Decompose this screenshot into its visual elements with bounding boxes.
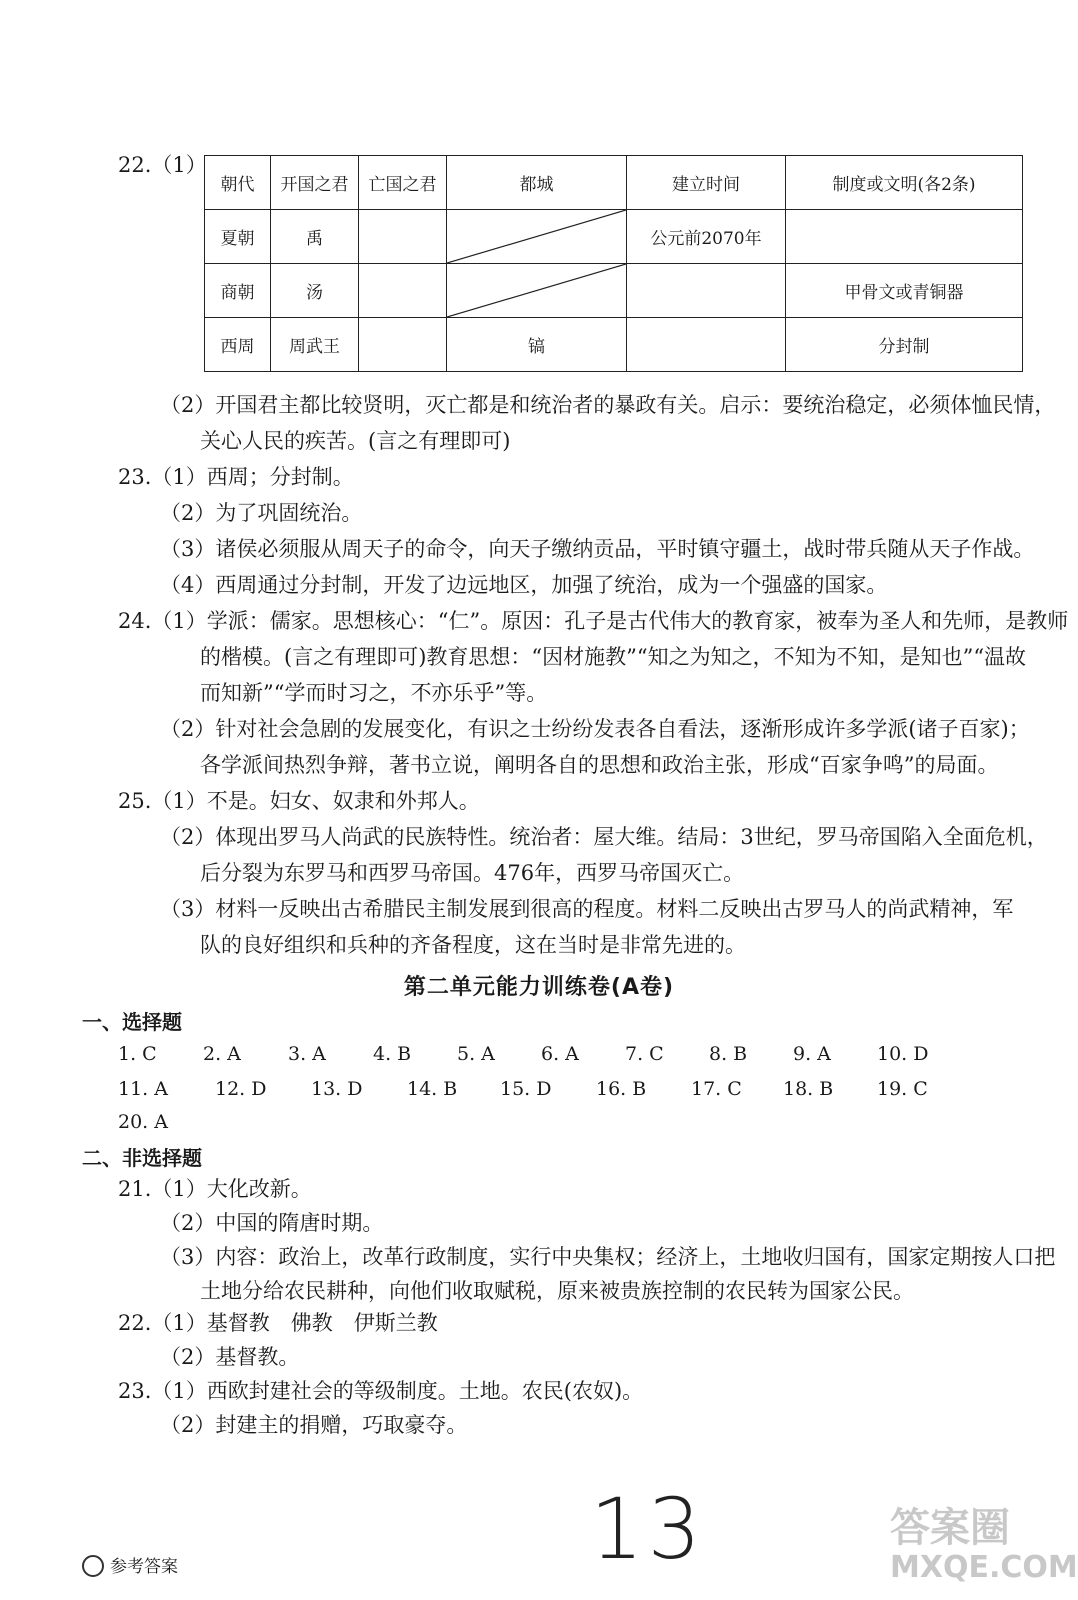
mc-answer: 6. A bbox=[541, 1043, 579, 1065]
table-row bbox=[205, 318, 1023, 372]
section-multiple-choice: 一、选择题 bbox=[82, 1010, 182, 1034]
q25-answer-3-line2: 队的良好组织和兵种的齐备程度，这在当时是非常先进的。 bbox=[200, 933, 746, 957]
table-cell: 周武王 bbox=[271, 318, 359, 372]
table-header: 亡国之君 bbox=[359, 156, 447, 210]
mc-answer: 3. A bbox=[288, 1043, 326, 1065]
table-cell bbox=[359, 264, 447, 318]
u2-q23-answer-1: 23.（1）西欧封建社会的等级制度。土地。农民(农奴)。 bbox=[118, 1379, 644, 1403]
table-cell: 甲骨文或青铜器 bbox=[786, 264, 1023, 318]
watermark-top: 答案圈 bbox=[890, 1505, 1010, 1551]
table-row bbox=[205, 210, 1023, 264]
mc-answer: 1. C bbox=[118, 1043, 157, 1065]
q22-label: 22.（1） bbox=[118, 153, 207, 177]
mc-answer: 15. D bbox=[500, 1078, 552, 1100]
q24-answer-1-line2: 的楷模。(言之有理即可)教育思想：“因材施教”“知之为知之，不知为不知，是知也”“温故 bbox=[200, 645, 1027, 669]
mc-answer: 18. B bbox=[783, 1078, 834, 1100]
mc-answer: 17. C bbox=[691, 1078, 742, 1100]
mc-answer: 13. D bbox=[311, 1078, 363, 1100]
table-cell: 禹 bbox=[271, 210, 359, 264]
u2-q22-answer-1: 22.（1）基督教 佛教 伊斯兰教 bbox=[118, 1311, 438, 1335]
table-cell bbox=[786, 210, 1023, 264]
table-cell: 商朝 bbox=[205, 264, 271, 318]
table-cell: 分封制 bbox=[786, 318, 1023, 372]
table-header: 建立时间 bbox=[627, 156, 786, 210]
mc-answer: 14. B bbox=[407, 1078, 458, 1100]
mc-answer: 19. C bbox=[877, 1078, 928, 1100]
q25-answer-1: 25.（1）不是。妇女、奴隶和外邦人。 bbox=[118, 789, 480, 813]
mc-answer: 20. A bbox=[118, 1111, 168, 1133]
table-cell: 西周 bbox=[205, 318, 271, 372]
dynasty-table bbox=[204, 155, 1023, 372]
mc-answer: 9. A bbox=[793, 1043, 831, 1065]
table-cell bbox=[359, 210, 447, 264]
table-cell-slashed bbox=[447, 264, 627, 318]
q24-answer-2-line1: （2）针对社会急剧的发展变化，有识之士纷纷发表各自看法，逐渐形成许多学派(诸子百家)； bbox=[160, 717, 1030, 741]
reference-answers-icon bbox=[82, 1555, 104, 1577]
q25-answer-2-line2: 后分裂为东罗马和西罗马帝国。476年，西罗马帝国灭亡。 bbox=[200, 861, 745, 885]
watermark-bottom: MXQE.COM bbox=[890, 1550, 1078, 1585]
u2-q21-answer-3-line1: （3）内容：政治上，改革行政制度，实行中央集权；经济上，土地收归国有，国家定期按人口把 bbox=[160, 1245, 1056, 1269]
mc-answer: 10. D bbox=[877, 1043, 929, 1065]
mc-answer: 2. A bbox=[203, 1043, 241, 1065]
mc-answer: 5. A bbox=[457, 1043, 495, 1065]
table-header: 朝代 bbox=[205, 156, 271, 210]
table-cell: 汤 bbox=[271, 264, 359, 318]
q25-answer-2-line1: （2）体现出罗马人尚武的民族特性。统治者：屋大维。结局：3世纪，罗马帝国陷入全面危机， bbox=[160, 825, 1048, 849]
mc-answer: 11. A bbox=[118, 1078, 168, 1100]
q23-answer-2: （2）为了巩固统治。 bbox=[160, 501, 363, 525]
table-header: 开国之君 bbox=[271, 156, 359, 210]
table-cell: 夏朝 bbox=[205, 210, 271, 264]
q24-answer-1-line1: 24.（1）学派：儒家。思想核心：“仁”。原因：孔子是古代伟大的教育家，被奉为圣人和先师，是教师 bbox=[118, 609, 1069, 633]
table-row bbox=[205, 264, 1023, 318]
q22-answer-2-line1: （2）开国君主都比较贤明，灭亡都是和统治者的暴政有关。启示：要统治稳定，必须体恤民情， bbox=[160, 393, 1056, 417]
u2-q21-answer-3-line2: 土地分给农民耕种，向他们收取赋税，原来被贵族控制的农民转为国家公民。 bbox=[200, 1279, 914, 1303]
table-cell bbox=[627, 264, 786, 318]
q23-answer-3: （3）诸侯必须服从周天子的命令，向天子缴纳贡品，平时镇守疆土，战时带兵随从天子作战。 bbox=[160, 537, 1035, 561]
u2-q21-answer-1: 21.（1）大化改新。 bbox=[118, 1177, 312, 1201]
q22-answer-2-line2: 关心人民的疾苦。(言之有理即可) bbox=[200, 429, 511, 453]
table-cell-slashed bbox=[447, 210, 627, 264]
q23-answer-4: （4）西周通过分封制，开发了边远地区，加强了统治，成为一个强盛的国家。 bbox=[160, 573, 888, 597]
footer-label: 参考答案 bbox=[110, 1557, 178, 1577]
mc-answer: 12. D bbox=[215, 1078, 267, 1100]
mc-answer: 4. B bbox=[373, 1043, 412, 1065]
table-cell: 镐 bbox=[447, 318, 627, 372]
u2-q21-answer-2: （2）中国的隋唐时期。 bbox=[160, 1211, 384, 1235]
table-header: 都城 bbox=[447, 156, 627, 210]
mc-answer: 7. C bbox=[625, 1043, 664, 1065]
u2-q23-answer-2: （2）封建主的捐赠，巧取豪夺。 bbox=[160, 1413, 468, 1437]
table-cell bbox=[359, 318, 447, 372]
table-header: 制度或文明(各2条) bbox=[786, 156, 1023, 210]
table-cell: 公元前2070年 bbox=[627, 210, 786, 264]
section-non-multiple-choice: 二、非选择题 bbox=[82, 1146, 202, 1170]
watermark bbox=[890, 1505, 1078, 1585]
q23-answer-1: 23.（1）西周；分封制。 bbox=[118, 465, 354, 489]
handwritten-page-number: 13 bbox=[590, 1480, 705, 1578]
u2-q22-answer-2: （2）基督教。 bbox=[160, 1345, 300, 1369]
q24-answer-2-line2: 各学派间热烈争辩，著书立说，阐明各自的思想和政治主张，形成“百家争鸣”的局面。 bbox=[200, 753, 999, 777]
mc-answer: 8. B bbox=[709, 1043, 748, 1065]
mc-answer: 16. B bbox=[596, 1078, 647, 1100]
table-cell bbox=[627, 318, 786, 372]
table-header-row bbox=[205, 156, 1023, 210]
unit-title: 第二单元能力训练卷(A卷) bbox=[403, 975, 675, 1000]
q25-answer-3-line1: （3）材料一反映出古希腊民主制发展到很高的程度。材料二反映出古罗马人的尚武精神，军 bbox=[160, 897, 1014, 921]
q24-answer-1-line3: 而知新”“学而时习之，不亦乐乎”等。 bbox=[200, 681, 548, 705]
